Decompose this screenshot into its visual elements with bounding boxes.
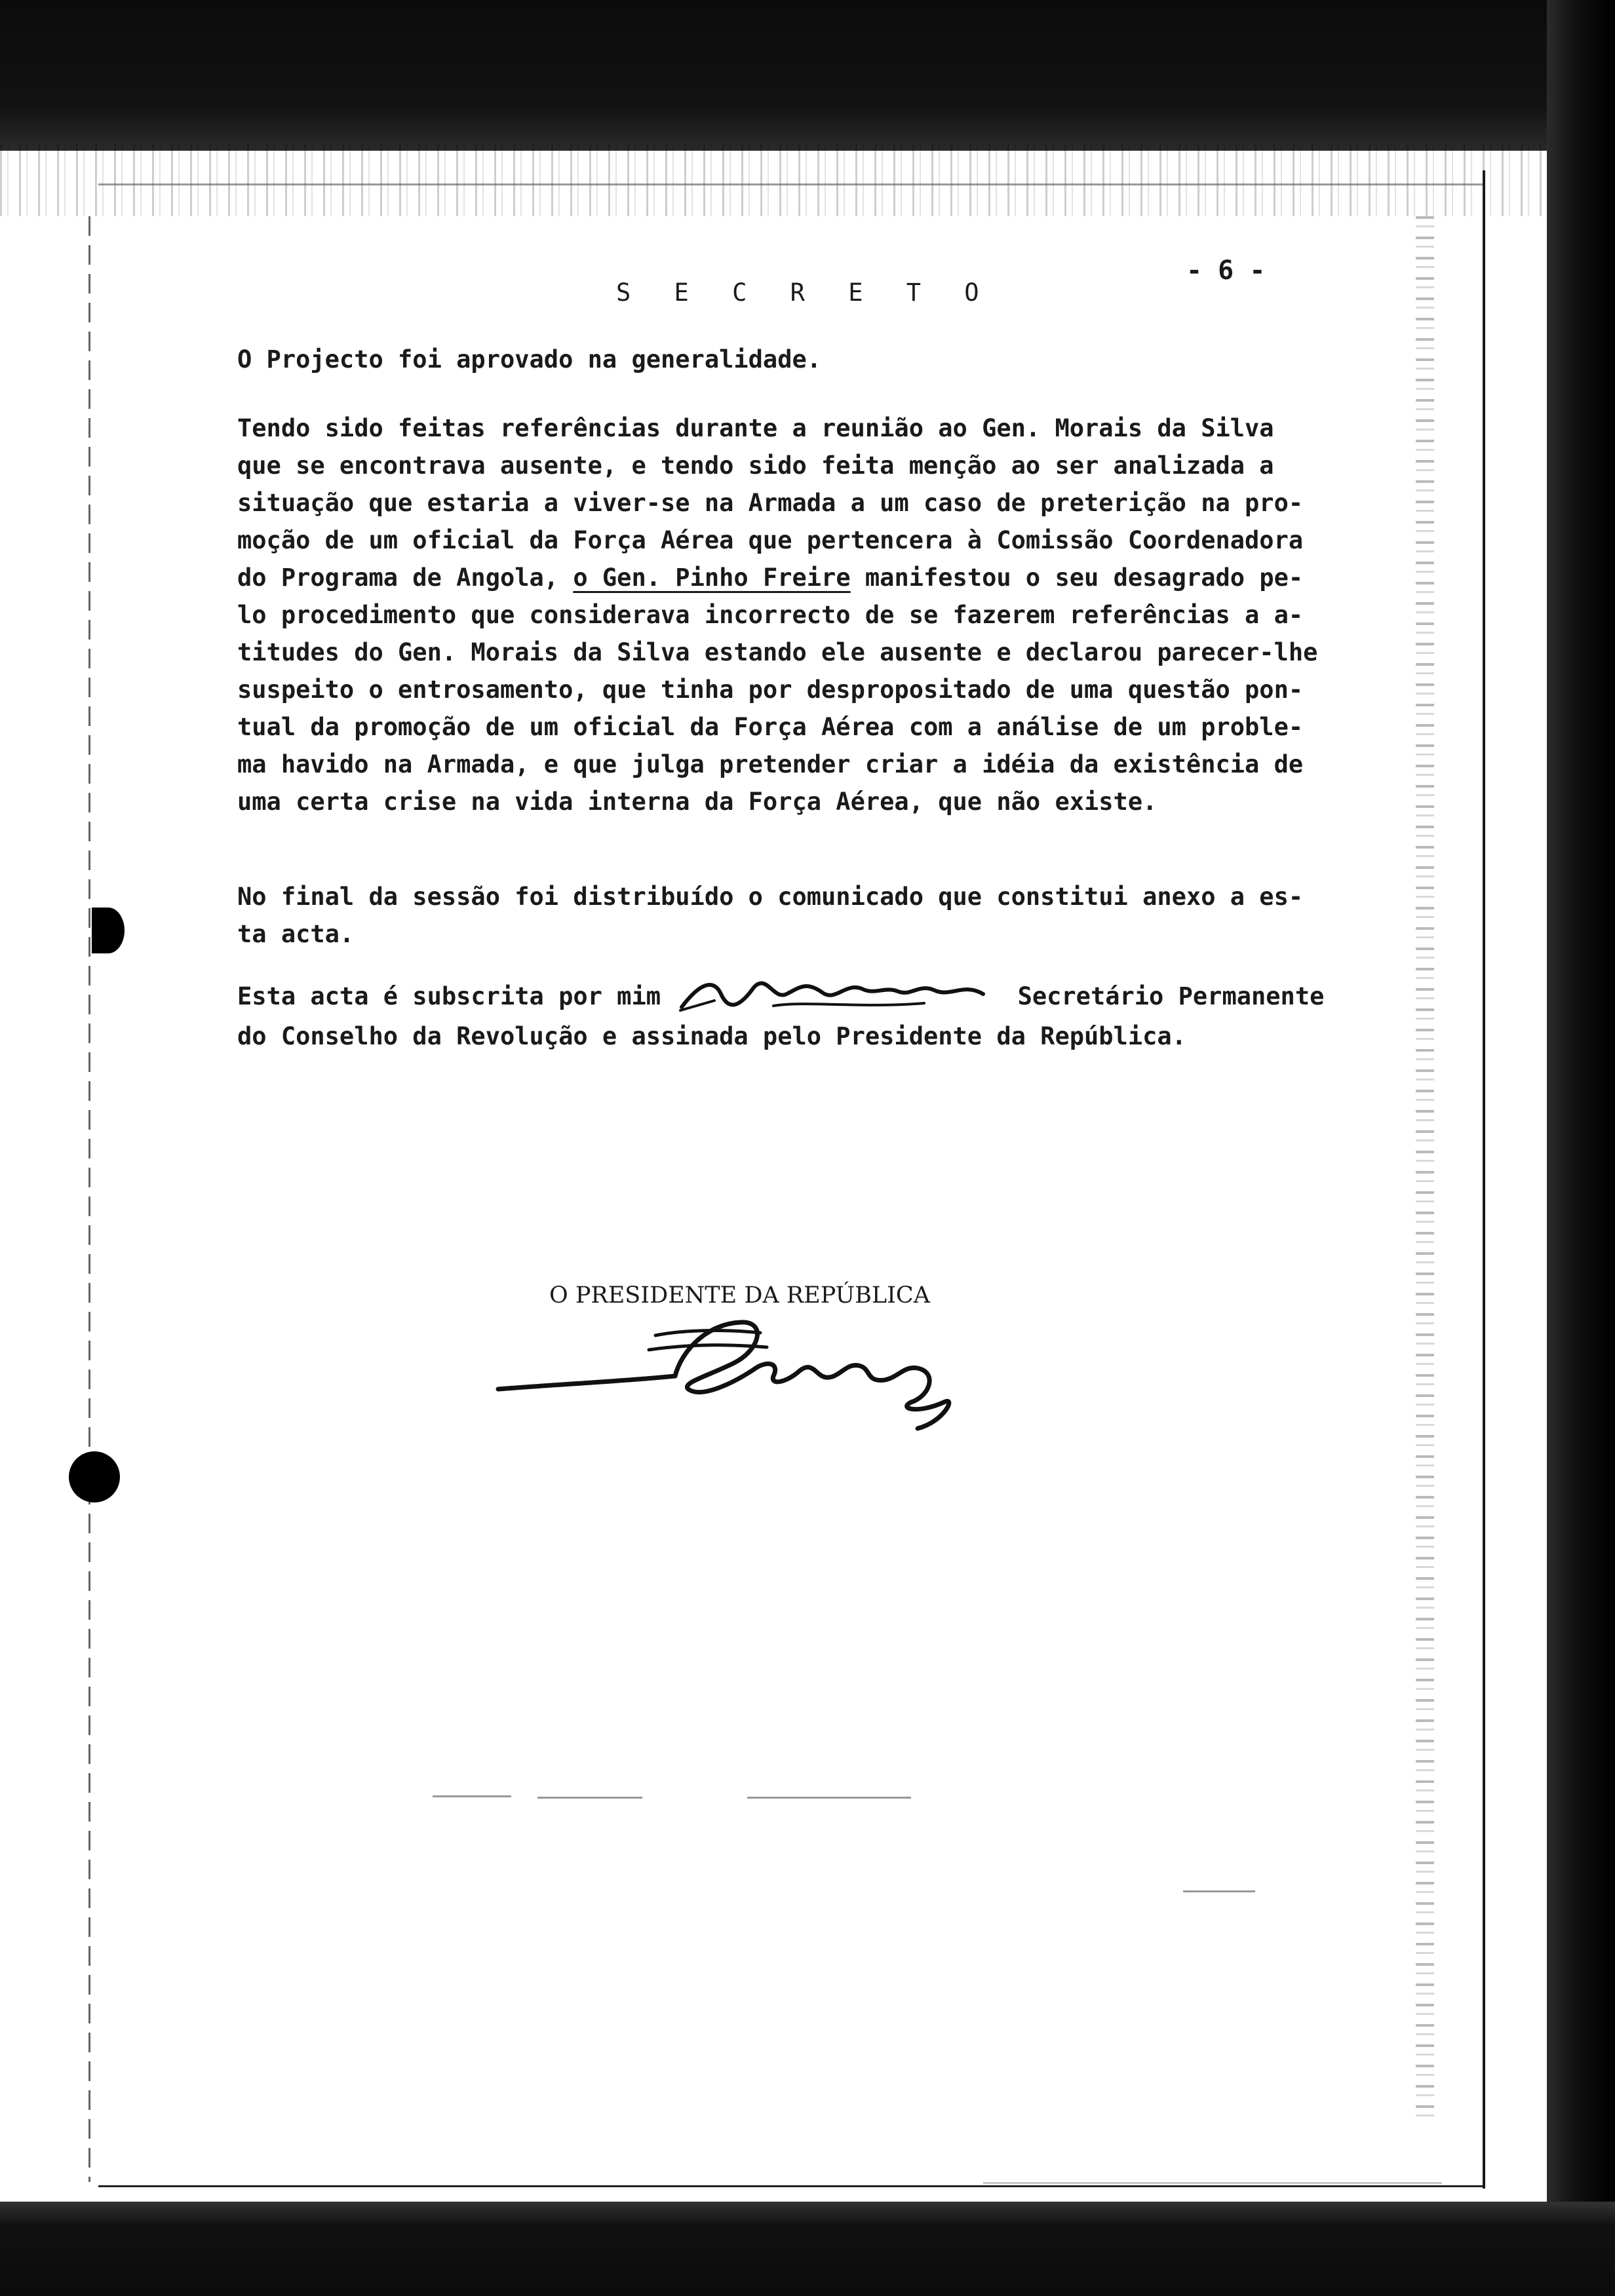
text-line: do Conselho da Revolução e assinada pelo Presidente da República. (237, 1022, 1186, 1050)
text-segment: do Programa de Angola, (237, 564, 559, 592)
scan-frame-right (1547, 0, 1615, 2296)
text-line: uma certa crise na vida interna da Força Aérea, que não existe. (237, 788, 1158, 816)
text-segment: Esta acta é subscrita por mim (237, 982, 661, 1010)
text-line: tual da promoção de um oficial da Força Aérea com a análise de um proble- (237, 713, 1304, 741)
classification-header: S E C R E T O (616, 278, 994, 307)
punch-hole (69, 1451, 120, 1502)
scan-frame-bottom (0, 2202, 1615, 2296)
text-line-with-signature (237, 978, 1352, 1018)
page-edge-right (1483, 170, 1485, 2189)
text-line: que se encontrava ausente, e tendo sido feita menção ao ser analizada a (237, 451, 1274, 480)
scan-mark (1183, 1890, 1255, 1892)
paragraph-communique (237, 878, 1352, 953)
page-edge-top (98, 183, 1483, 185)
scan-left-edge (88, 216, 90, 2182)
president-signature-icon (485, 1311, 1049, 1442)
page-number: - 6 - (1186, 256, 1266, 286)
underlined-name: o Gen. Pinho Freire (573, 564, 851, 592)
text-line: ta acta. (237, 920, 355, 948)
scan-noise (0, 144, 1615, 216)
scan-mark (537, 1797, 642, 1799)
paragraph-references (237, 410, 1352, 820)
text-segment: manifestou o seu desagrado pe- (865, 564, 1304, 592)
scan-mark (433, 1795, 511, 1797)
text-line-with-name (237, 559, 1352, 596)
punch-hole (92, 908, 125, 953)
text-line: No final da sessão foi distribuído o comunicado que constitui anexo a es- (237, 883, 1304, 911)
scan-mark (983, 2182, 1442, 2184)
text-segment: Secretário Permanente (1017, 982, 1325, 1010)
text-line: lo procedimento que considerava incorrecto de se fazerem referências a a- (237, 601, 1304, 629)
scan-noise-strip (1416, 216, 1434, 2116)
text-line: Tendo sido feitas referências durante a reunião ao Gen. Morais da Silva (237, 414, 1274, 442)
secretary-signature-icon (675, 974, 1003, 1014)
scan-mark (747, 1797, 911, 1799)
scan-frame-top (0, 0, 1615, 151)
text-line: situação que estaria a viver-se na Armada a um caso de preterição na pro- (237, 489, 1304, 517)
text-line: titudes do Gen. Morais da Silva estando ele ausente e declarou parecer-lhe (237, 638, 1318, 666)
signature-title: O PRESIDENTE DA REPÚBLICA (549, 1282, 930, 1309)
paragraph-subscription (237, 978, 1352, 1055)
text-line: ma havido na Armada, e que julga pretender criar a idéia da existência de (237, 750, 1304, 778)
paragraph-approval (237, 341, 1352, 378)
page-edge-bottom (98, 2185, 1483, 2187)
text-line: suspeito o entrosamento, que tinha por despropositado de uma questão pon- (237, 676, 1304, 704)
text-line: O Projecto foi aprovado na generalidade. (237, 345, 822, 373)
text-line: moção de um oficial da Força Aérea que pertencera à Comissão Coordenadora (237, 526, 1304, 554)
